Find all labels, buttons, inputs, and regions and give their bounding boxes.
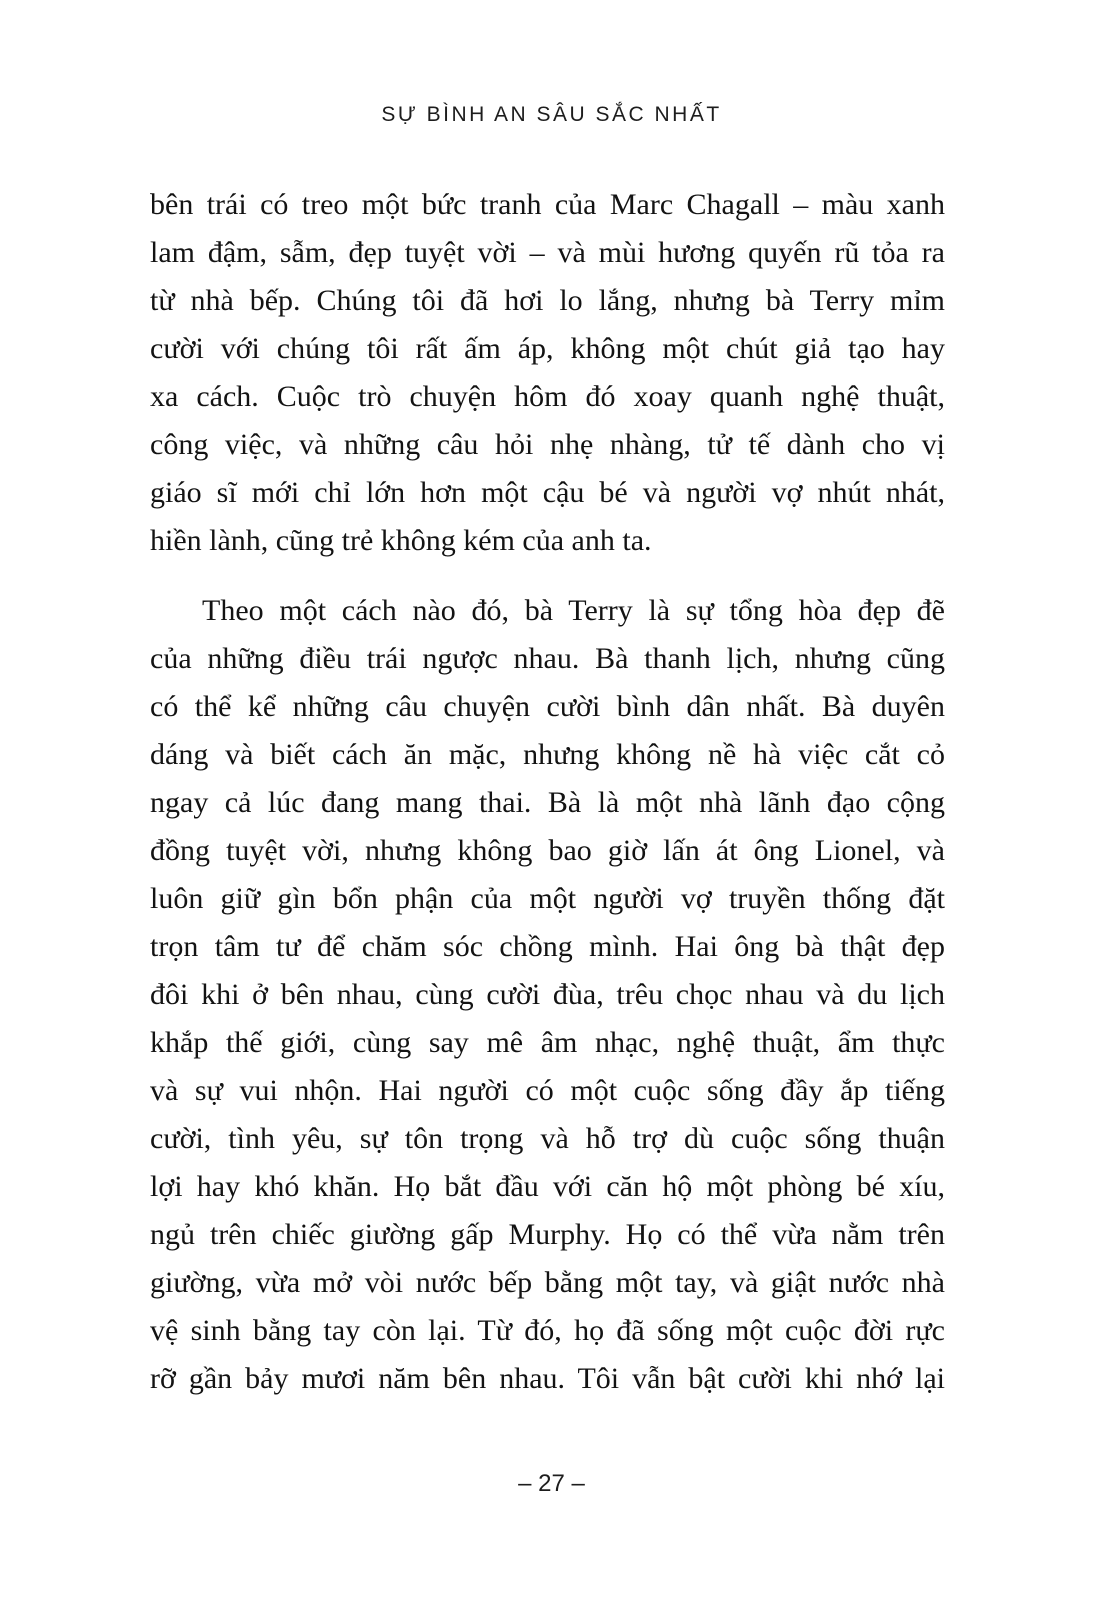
running-header: SỰ BÌNH AN SÂU SẮC NHẤT — [381, 103, 722, 126]
text-line: đồng tuyệt vời, nhưng không bao giờ lấn át ông Lionel, và — [150, 834, 945, 867]
text-line: Theo một cách nào đó, bà Terry là sự tổng hòa đẹp đẽ — [202, 594, 945, 627]
text-line: xa cách. Cuộc trò chuyện hôm đó xoay quanh nghệ thuật, — [150, 380, 945, 413]
text-line: hiền lành, cũng trẻ không kém của anh ta. — [150, 524, 652, 557]
text-line: dáng và biết cách ăn mặc, nhưng không nề hà việc cắt cỏ — [150, 738, 945, 771]
text-line: của những điều trái ngược nhau. Bà thanh lịch, nhưng cũng — [150, 642, 945, 675]
text-line: đôi khi ở bên nhau, cùng cười đùa, trêu chọc nhau và du lịch — [150, 978, 945, 1011]
text-line: cười, tình yêu, sự tôn trọng và hỗ trợ dù cuộc sống thuận — [150, 1122, 945, 1155]
text-line: trọn tâm tư để chăm sóc chồng mình. Hai ông bà thật đẹp — [150, 930, 945, 963]
text-line: vệ sinh bằng tay còn lại. Từ đó, họ đã sống một cuộc đời rực — [150, 1314, 945, 1347]
body-text — [150, 181, 945, 1403]
text-line: lợi hay khó khăn. Họ bắt đầu với căn hộ một phòng bé xíu, — [150, 1170, 945, 1203]
text-line: giáo sĩ mới chỉ lớn hơn một cậu bé và người vợ nhút nhát, — [150, 476, 945, 509]
text-line: khắp thế giới, cùng say mê âm nhạc, nghệ thuật, ẩm thực — [150, 1026, 945, 1059]
text-line: giường, vừa mở vòi nước bếp bằng một tay, và giật nước nhà — [150, 1266, 945, 1299]
text-line: có thể kể những câu chuyện cười bình dân nhất. Bà duyên — [150, 690, 945, 723]
paragraph — [150, 587, 945, 1403]
text-line: lam đậm, sẫm, đẹp tuyệt vời – và mùi hương quyến rũ tỏa ra — [150, 236, 945, 269]
text-line: công việc, và những câu hỏi nhẹ nhàng, tử tế dành cho vị — [150, 428, 945, 461]
text-line: bên trái có treo một bức tranh của Marc Chagall – màu xanh — [150, 188, 945, 221]
paragraph — [150, 181, 945, 565]
page-number: – 27 – — [518, 1470, 585, 1497]
text-line: từ nhà bếp. Chúng tôi đã hơi lo lắng, nhưng bà Terry mỉm — [150, 284, 945, 317]
text-line: cười với chúng tôi rất ấm áp, không một chút giả tạo hay — [150, 332, 945, 365]
text-line: rỡ gần bảy mươi năm bên nhau. Tôi vẫn bật cười khi nhớ lại — [150, 1362, 945, 1395]
text-line: ngay cả lúc đang mang thai. Bà là một nhà lãnh đạo cộng — [150, 786, 945, 819]
text-line: luôn giữ gìn bổn phận của một người vợ truyền thống đặt — [150, 882, 945, 915]
text-line: ngủ trên chiếc giường gấp Murphy. Họ có thể vừa nằm trên — [150, 1218, 945, 1251]
text-line: và sự vui nhộn. Hai người có một cuộc sống đầy ắp tiếng — [150, 1074, 945, 1107]
